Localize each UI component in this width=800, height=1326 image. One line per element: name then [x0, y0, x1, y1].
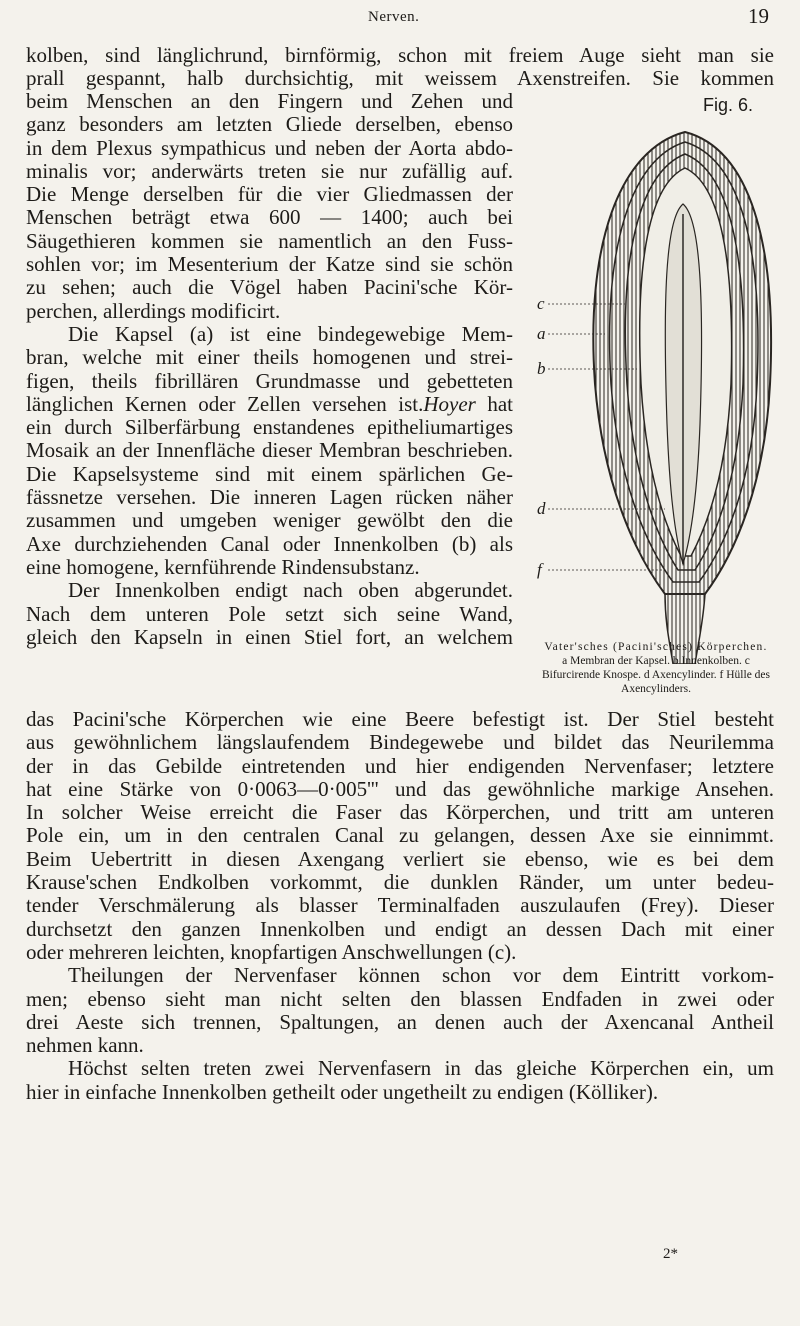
running-title: Nerven.	[368, 9, 420, 25]
text-line: nehmen kann.	[26, 1033, 144, 1058]
text-line: prall gespannt, halb durchsichtig, mit weissem Axenstreifen. Sie kommen	[26, 66, 774, 91]
text-line: gleich den Kapseln in einen Stiel fort, an welchem	[26, 624, 513, 649]
text-line: hat eine Stärke von 0·0063—0·005''' und das gewöhnliche markige Ansehen.	[26, 776, 774, 801]
figure-letter-c: c	[537, 294, 545, 313]
author-hoyer: Hoyer	[423, 391, 476, 416]
figure-caption	[540, 640, 772, 696]
text-line: Nach dem unteren Pole setzt sich seine Wand,	[26, 601, 513, 626]
text-line: durchsetzt den ganzen Innenkolben und endigt an dessen Dach mit einer	[26, 916, 774, 941]
pacinian-corpuscle-figure	[515, 124, 775, 664]
text-line: Krause'schen Endkolben vorkommt, die dunklen Ränder, um unter bedeu-	[26, 870, 774, 895]
text-line: perchen, allerdings modificirt.	[26, 298, 281, 323]
text-line: drei Aeste sich trennen, Spaltungen, an denen auch der Axencanal Antheil	[26, 1009, 774, 1034]
text-fragment: länglichen Kernen oder Zellen versehen ist.	[26, 391, 424, 416]
text-line: hier in einfache Innenkolben getheilt oder ungetheilt zu endigen (Kölliker).	[26, 1079, 659, 1104]
text-line: tender Verschmälerung als blasser Terminalfaden auszulaufen (Frey). Dieser	[26, 893, 774, 918]
text-line: ganz besonders am letzten Gliede derselben, ebenso	[26, 112, 513, 137]
text-line	[26, 393, 513, 416]
text-line: ein durch Silberfärbung enstandenes epitheliumartiges	[26, 415, 513, 440]
text-line: beim Menschen an den Fingern und Zehen und	[26, 89, 513, 113]
text-column	[26, 90, 513, 649]
text-line: eine homogene, kernführende Rindensubstanz.	[26, 554, 420, 579]
text-line: in dem Plexus sympathicus und neben der Aorta abdo-	[26, 135, 513, 160]
figure-letter-a: a	[537, 324, 546, 343]
full-width-text	[26, 708, 774, 1104]
text-line: das Pacini'sche Körperchen wie eine Beere befestigt ist. Der Stiel besteht	[26, 707, 774, 731]
text-line: In solcher Weise erreicht die Faser das Körperchen, und tritt am unteren	[26, 800, 774, 825]
text-line: Pole ein, um in den centralen Canal zu gelangen, dessen Axe sie einnimmt.	[26, 823, 774, 848]
figure-letter-d: d	[537, 499, 546, 518]
text-line: Der Innenkolben endigt nach oben abgerundet.	[68, 578, 513, 603]
caption-body: a Membran der Kapsel. b Innenkolben. c Bifurcirende Knospe. d Axencylinder. f Hülle des Axencylinders.	[541, 655, 771, 695]
text-line: minalis vor; anderwärts treten sie nur zufällig auf.	[26, 158, 513, 183]
text-line: sohlen vor; im Mesenterium der Katze sind sie schön	[26, 252, 513, 277]
figure-letter-b: b	[537, 359, 546, 378]
text-line: bran, welche mit einer theils homogenen und strei-	[26, 345, 513, 370]
text-line: zusammen und umgeben weniger gewölbt den die	[26, 508, 513, 533]
text-line: zu sehen; auch die Vögel haben Pacini'sche Kör-	[26, 275, 513, 300]
text-line: Theilungen der Nervenfaser können schon vor dem Eintritt vorkom-	[68, 963, 774, 988]
text-line: der in das Gebilde eintretenden und hier endigenden Nervenfaser; letztere	[26, 753, 774, 778]
text-line: Die Kapsel (a) ist eine bindegewebige Mem-	[68, 321, 513, 346]
text-line: oder mehreren leichten, knopfartigen Anschwellungen (c).	[26, 939, 517, 964]
text-line: Höchst selten treten zwei Nervenfasern in das gleiche Körperchen ein, um	[68, 1056, 774, 1081]
text-line: Beim Uebertritt in diesen Axengang verliert sie ebenso, wie es bei dem	[26, 846, 774, 871]
text-line: figen, theils fibrillären Grundmasse und gebetteten	[26, 368, 513, 393]
text-line: Axe durchziehenden Canal oder Innenkolben (b) als	[26, 531, 513, 556]
text-line: Die Menge derselben für die vier Gliedmassen der	[26, 182, 513, 207]
signature-mark: 2*	[663, 1246, 678, 1262]
figure-letter-f: f	[537, 560, 542, 579]
text-line: Mosaik an der Innenfläche dieser Membran beschrieben.	[26, 438, 513, 463]
text-line: men; ebenso sieht man nicht selten den blassen Endfaden in zwei oder	[26, 986, 774, 1011]
text-line: Säugethieren kommen sie namentlich an den Fuss-	[26, 228, 513, 253]
text-line: kolben, sind länglichrund, birnförmig, schon mit freiem Auge sieht man sie	[26, 43, 774, 67]
text-line: fässnetze versehen. Die inneren Lagen rücken näher	[26, 485, 513, 510]
text-line: aus gewöhnlichem längslaufendem Bindegewebe und bildet das Neurilemma	[26, 730, 774, 755]
intro-full-width-lines	[26, 44, 774, 91]
text-fragment: hat	[475, 391, 514, 416]
caption-title: Vater'sches (Pacini'sches) Körperchen.	[544, 641, 768, 653]
figure-label: Fig. 6.	[703, 95, 754, 115]
text-line: Menschen beträgt etwa 600 — 1400; auch bei	[26, 205, 513, 230]
page-number: 19	[748, 4, 769, 28]
running-header	[0, 4, 800, 34]
text-line: Die Kapselsysteme sind mit einem spärlichen Ge-	[26, 461, 513, 486]
